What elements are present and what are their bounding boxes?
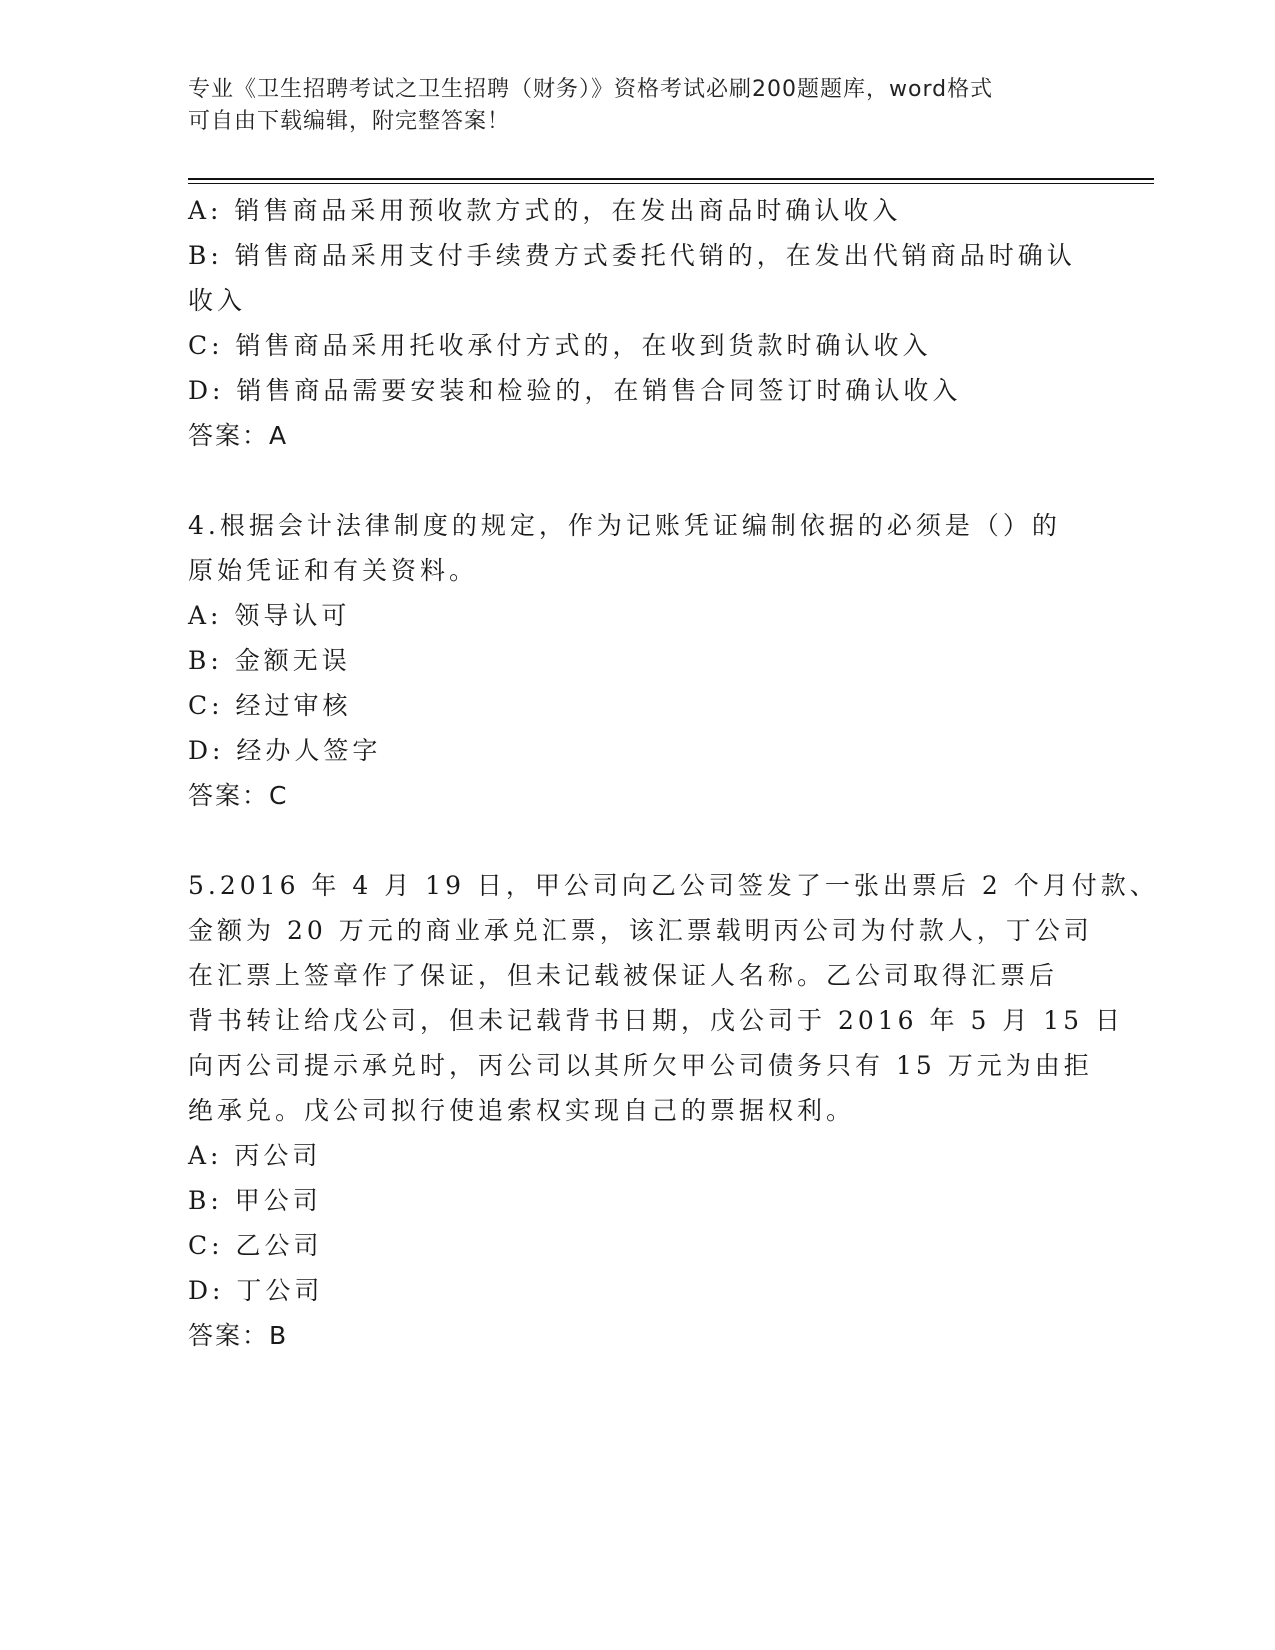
- question-stem-line: 绝承兑。戊公司拟行使追索权实现自己的票据权利。: [188, 1096, 856, 1125]
- question-stem-line: 4.根据会计法律制度的规定，作为记账凭证编制依据的必须是（）的: [188, 511, 1061, 540]
- option-b: B: 金额无误: [188, 646, 351, 675]
- question-5-block: [188, 863, 1159, 1358]
- question-content: [188, 188, 1159, 1358]
- question-stem-line: 向丙公司提示承兑时，丙公司以其所欠甲公司债务只有 15 万元为由拒: [188, 1051, 1093, 1080]
- answer-label: 答案：A: [188, 421, 289, 450]
- question-stem-line: 5.2016 年 4 月 19 日，甲公司向乙公司签发了一张出票后 2 个月付款、: [188, 871, 1159, 900]
- question-stem-line: 背书转让给戊公司，但未记载背书日期，戊公司于 2016 年 5 月 15 日: [188, 1006, 1125, 1035]
- spacer: [188, 458, 1088, 503]
- answer-label: 答案：C: [188, 781, 289, 810]
- option-c: C: 销售商品采用托收承付方式的，在收到货款时确认收入: [188, 331, 932, 360]
- option-a: A: 销售商品采用预收款方式的，在发出商品时确认收入: [188, 196, 902, 225]
- header-line-2: 可自由下载编辑，附完整答案！: [188, 109, 511, 134]
- option-c: C: 经过审核: [188, 691, 352, 720]
- option-b: B: 销售商品采用支付手续费方式委托代销的，在发出代销商品时确认: [188, 241, 1076, 270]
- question-stem-line: 金额为 20 万元的商业承兑汇票，该汇票载明丙公司为付款人，丁公司: [188, 916, 1093, 945]
- answer-label: 答案：B: [188, 1321, 289, 1350]
- option-a: A: 丙公司: [188, 1141, 322, 1170]
- question-3-block: [188, 188, 1088, 458]
- option-a: A: 领导认可: [188, 601, 351, 630]
- header-divider-thin: [188, 183, 1154, 184]
- question-stem-line: 在汇票上签章作了保证，但未记载被保证人名称。乙公司取得汇票后: [188, 961, 1059, 990]
- option-b: B: 甲公司: [188, 1186, 322, 1215]
- header-line-1: 专业《卫生招聘考试之卫生招聘（财务）》资格考试必刷200题题库，word格式: [188, 77, 994, 102]
- option-d: D: 销售商品需要安装和检验的，在销售合同签订时确认收入: [188, 376, 962, 405]
- question-stem-line: 原始凭证和有关资料。: [188, 556, 479, 585]
- option-b-continued: 收入: [188, 286, 247, 315]
- document-header: [188, 74, 1068, 138]
- option-d: D: 丁公司: [188, 1276, 324, 1305]
- option-c: C: 乙公司: [188, 1231, 323, 1260]
- header-divider-thick: [188, 178, 1154, 180]
- spacer: [188, 818, 1088, 863]
- option-d: D: 经办人签字: [188, 736, 382, 765]
- question-4-block: [188, 503, 1088, 818]
